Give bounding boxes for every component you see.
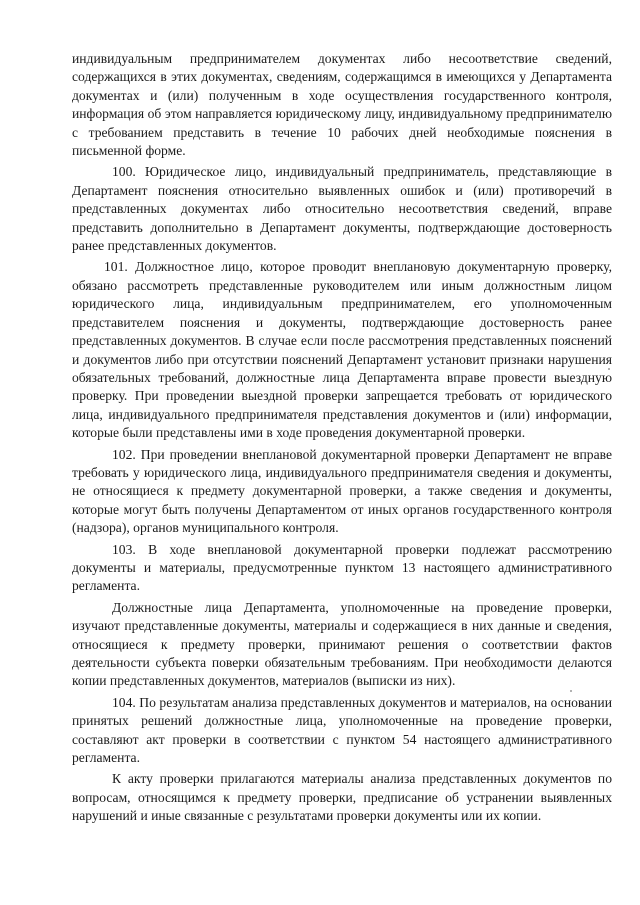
paragraph-104-attachments: К акту проверки прилагаются материалы анализа представленных документов по вопросам, относящимся к предмету проверки, предписание об устранении выявленных нарушений и иные связанные с результатами проверки документы или их копии. [72,771,612,824]
paragraph-101: 101. Должностное лицо, которое проводит внеплановую документарную проверку, обязано рассмотреть представленные руководителем или иным должностным лицом юридического лица, индивидуальным предпринимателем, его уполномоченным представителем пояснения и документы, подтверждающие достоверность ранее представленных документов. В случае если после рассмотрения представленных пояснений и документов либо при отсутствии пояснений Департамент установит признаки нарушения обязательных требований, должностные лица Департамента вправе провести выездную проверку. При проведении выездной проверки запрещается требовать от юридического лица, индивидуального предпринимателя представления документов и (или) информации, которые были представлены ими в ходе проведения документарной проверки. [72,259,612,441]
paragraph-100: 100. Юридическое лицо, индивидуальный предприниматель, представляющие в Департамент пояснения относительно выявленных ошибок и (или) противоречий в представленных документах либо относительно несоответствия сведений, вправе представить дополнительно в Департамент документы, подтверждающие достоверность ранее представленных документов. [72,164,612,254]
scan-speck [608,368,610,370]
paragraph-continuation: индивидуальным предпринимателем документах либо несоответствие сведений, содержащихся в этих документах, сведениям, содержащимся в имеющихся у Департамента документах и (или) полученным в ходе осуществления государственного контроля, информация об этом направляется юридическому лицу, индивидуальному предпринимателю с требованием представить в течение 10 рабочих дней необходимые пояснения в письменной форме. [72,51,612,159]
paragraph-104: 104. По результатам анализа представленных документов и материалов, на основании принятых решений должностные лица, уполномоченные на проведение проверки, составляют акт проверки в соответствии с пунктом 54 настоящего административного регламента. [72,694,612,766]
paragraph-103-officials: Должностные лица Департамента, уполномоченные на проведение проверки, изучают представленные документы, материалы и содержащиеся в них данные и сведения, относящиеся к предмету проверки, принимают решения о соответствии фактов деятельности субъекта поверки обязательным требованиям. При необходимости делаются копии представленных документов, материалов (выписки из них). [72,599,612,689]
paragraph-103: 103. В ходе внеплановой документарной проверки подлежат рассмотрению документы и материалы, предусмотренные пунктом 13 настоящего административного регламента. [72,541,612,594]
scan-speck [570,690,572,692]
paragraph-102: 102. При проведении внеплановой документарной проверки Департамент не вправе требовать у юридического лица, индивидуального предпринимателя сведения и документы, не относящиеся к предмету документарной проверки, а также сведения и документы, которые могут быть получены Департаментом от иных органов государственного контроля (надзора), органов муниципального контроля. [72,446,612,536]
document-page [72,50,612,826]
